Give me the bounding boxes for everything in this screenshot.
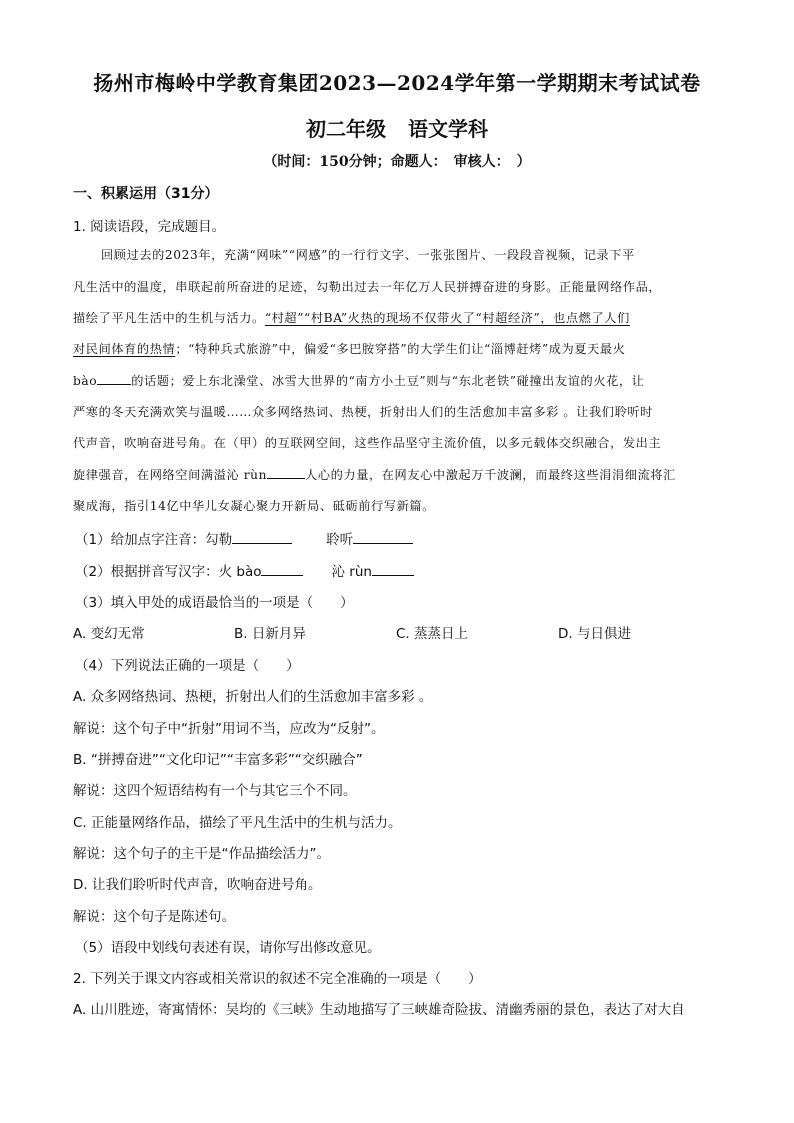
q1-passage-line-3: 描绘了平凡生活中的生机与活力。“村超”“村BA”火热的现场不仅带火了“村超经济”，也点燃了人们 xyxy=(73,311,630,325)
answer-blank[interactable] xyxy=(97,372,131,385)
q1-sub2: （2）根据拼音写汉字：火 bào 沁 rùn xyxy=(75,560,414,580)
option-c[interactable]: C. 蒸蒸日上 xyxy=(396,626,469,642)
q2-option-a[interactable]: A. 山川胜迹，寄寓情怀：吴均的《三峡》生动地描写了三峡雄奇险拔、清幽秀丽的景色，表达了对大自 xyxy=(73,1002,685,1018)
answer-blank[interactable] xyxy=(267,466,305,479)
exam-title: 扬州市梅岭中学教育集团2023—2024学年第一学期期末考试试卷 xyxy=(93,71,701,95)
q1-sub4-explain-d: 解说：这个句子是陈述句。 xyxy=(73,909,235,925)
q1-passage-line-8: 旋律强音，在网络空间满溢沁 rùn 人心的力量，在网友心中激起万千波澜，而最终这些涓涓细流将汇 xyxy=(73,468,676,482)
exam-meta: （时间：150分钟；命题人： 审核人： ） xyxy=(263,154,531,170)
section-heading: 一、积累运用（31分） xyxy=(73,186,219,202)
option-d[interactable]: D. 与日俱进 xyxy=(558,626,631,642)
q1-passage-line-7: 代声音，吹响奋进号角。在（甲）的互联网空间，这些作品坚守主流价值，以多元载体交织融合，发出主 xyxy=(73,436,662,450)
q1-sub4-option-d[interactable]: D. 让我们聆听时代声音，吹响奋进号角。 xyxy=(73,877,322,893)
q1-sub4-explain-c: 解说：这个句子的主干是“作品描绘活力”。 xyxy=(73,846,330,862)
answer-blank[interactable] xyxy=(372,563,414,576)
q1-sub1: （1）给加点字注音：勾勒 聆听 xyxy=(75,528,413,548)
option-b[interactable]: B. 日新月异 xyxy=(234,626,306,642)
q1-passage-line-1: 回顾过去的2023年，充满“网味”“网感”的一行行文字、一张张图片、一段段音视频，记录下平 xyxy=(101,248,635,262)
q2-stem: 2. 下列关于课文内容或相关常识的叙述不完全准确的一项是（ ） xyxy=(73,971,482,987)
option-a[interactable]: A. 变幻无常 xyxy=(73,626,145,642)
q1-passage-line-4: 对民间体育的热情；“特种兵式旅游”中，偏爱“多巴胺穿搭”的大学生们让“淄博赶烤”成为夏天最火 xyxy=(73,342,626,356)
answer-blank[interactable] xyxy=(261,563,303,576)
underlined-sentence-end: 对民间体育的热情 xyxy=(73,342,176,356)
q1-sub4-option-c[interactable]: C. 正能量网络作品，描绘了平凡生活中的生机与活力。 xyxy=(73,815,402,831)
q1-passage-line-9: 聚成海，指引14亿中华儿女凝心聚力开新局、砥砺前行写新篇。 xyxy=(73,499,435,513)
grade-label: 初二年级 xyxy=(306,117,386,141)
answer-blank[interactable] xyxy=(353,531,413,544)
underlined-sentence: “村超”“村BA”火热的现场不仅带火了“村超经济”，也点燃了人们 xyxy=(264,311,630,325)
q1-sub4-explain-a: 解说：这个句子中“折射”用词不当，应改为“反射”。 xyxy=(73,721,385,737)
q1-sub4-explain-b: 解说：这四个短语结构有一个与其它三个不同。 xyxy=(73,783,357,799)
q1-sub4-option-b[interactable]: B. “拼搏奋进”“文化印记”“丰富多彩”“交织融合” xyxy=(73,752,363,768)
q1-passage-line-6: 严寒的冬天充满欢笑与温暖……众多网络热词、热梗，折射出人们的生活愈加丰富多彩 。让我们聆听时 xyxy=(73,405,653,419)
q1-sub5: （5）语段中划线句表述有误，请你写出修改意见。 xyxy=(75,940,381,956)
subject-label: 语文学科 xyxy=(408,117,488,141)
q1-passage-line-2: 凡生活中的温度，串联起前所奋进的足迹，勾勒出过去一年亿万人民拼搏奋进的身影。正能量网络作品， xyxy=(73,280,662,294)
exam-subtitle xyxy=(0,113,794,142)
q1-sub4: （4）下列说法正确的一项是（ ） xyxy=(75,658,300,674)
q1-passage-line-5: bào 的话题；爱上东北澡堂、冰雪大世界的“南方小土豆”则与“东北老铁”碰撞出友谊的火花，让 xyxy=(73,374,645,388)
q1-sub3: （3）填入甲处的成语最恰当的一项是（ ） xyxy=(75,595,354,611)
q1-sub4-option-a[interactable]: A. 众多网络热词、热梗，折射出人们的生活愈加丰富多彩 。 xyxy=(73,689,433,705)
answer-blank[interactable] xyxy=(232,531,292,544)
q1-stem: 1. 阅读语段，完成题目。 xyxy=(73,219,226,235)
